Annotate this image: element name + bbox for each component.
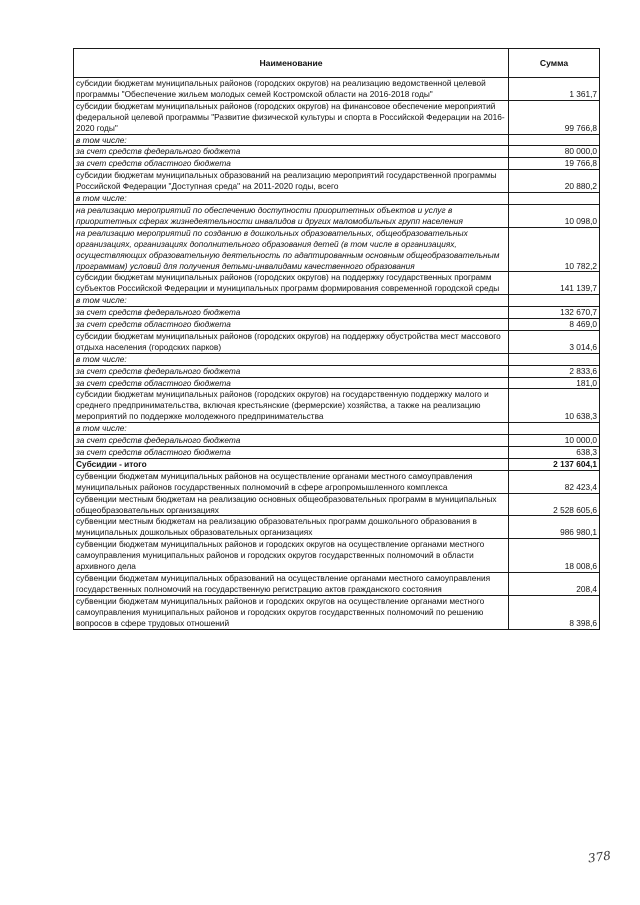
row-sum: 1 361,7 [509, 78, 600, 101]
row-name: в том числе: [74, 353, 509, 365]
row-name: за счет средств федерального бюджета [74, 146, 509, 158]
table-row [74, 319, 600, 331]
row-name: субвенции бюджетам муниципальных районов на осуществление органами местного самоуправления муниципальных районов государственных полномочий в сфере агропромышленного комплекса [74, 470, 509, 493]
row-name: субсидии бюджетам муниципальных районов (городских округов) на государственную поддержку малого и среднего предпринимательства, включая крестьянские (фермерские) хозяйства, а также на реализацию мероприятий по поддержке молодежного предпринимательства [74, 389, 509, 423]
row-name: за счет средств федерального бюджета [74, 365, 509, 377]
row-sum: 2 137 604,1 [509, 458, 600, 470]
table-row [74, 470, 600, 493]
header-name: Наименование [74, 49, 509, 78]
row-name: субсидии бюджетам муниципальных районов (городских округов) на поддержку государственных программ субъектов Российской Федерации и муниципальных программ формирования современной городской среды [74, 272, 509, 295]
row-sum: 82 423,4 [509, 470, 600, 493]
row-sum [509, 353, 600, 365]
row-name: за счет средств федерального бюджета [74, 435, 509, 447]
table-row [74, 204, 600, 227]
row-sum: 10 782,2 [509, 227, 600, 272]
table-row [74, 572, 600, 595]
row-sum: 19 766,8 [509, 158, 600, 170]
table-row [74, 365, 600, 377]
row-sum: 8 469,0 [509, 319, 600, 331]
row-sum: 99 766,8 [509, 100, 600, 134]
table-row [74, 100, 600, 134]
table-row [74, 423, 600, 435]
table-header [74, 49, 600, 78]
row-name: в том числе: [74, 193, 509, 205]
row-sum: 18 008,6 [509, 539, 600, 573]
table-row [74, 493, 600, 516]
budget-table [73, 48, 600, 630]
row-name: на реализацию мероприятий по обеспечению доступности приоритетных объектов и услуг в приоритетных сферах жизнедеятельности инвалидов и других маломобильных групп населения [74, 204, 509, 227]
row-sum: 20 880,2 [509, 170, 600, 193]
table-row [74, 158, 600, 170]
table-row [74, 78, 600, 101]
page-number: 378 [587, 848, 612, 866]
row-sum: 181,0 [509, 377, 600, 389]
row-sum: 208,4 [509, 572, 600, 595]
table-row [74, 447, 600, 459]
row-sum: 10 098,0 [509, 204, 600, 227]
row-sum [509, 193, 600, 205]
row-sum: 141 139,7 [509, 272, 600, 295]
table-row [74, 595, 600, 629]
table-row [74, 458, 600, 470]
row-name: субсидии бюджетам муниципальных районов (городских округов) на поддержку обустройства мест массового отдыха населения (городских парков) [74, 330, 509, 353]
header-sum: Сумма [509, 49, 600, 78]
row-name: в том числе: [74, 295, 509, 307]
table-row [74, 193, 600, 205]
table-row [74, 134, 600, 146]
row-sum: 986 980,1 [509, 516, 600, 539]
row-sum: 2 833,6 [509, 365, 600, 377]
table-row [74, 330, 600, 353]
row-name: за счет средств областного бюджета [74, 158, 509, 170]
row-name: субвенции местным бюджетам на реализацию основных общеобразовательных программ в муниципальных общеобразовательных организациях [74, 493, 509, 516]
row-name: за счет средств областного бюджета [74, 319, 509, 331]
table-row [74, 516, 600, 539]
row-name: в том числе: [74, 134, 509, 146]
row-name: субвенции местным бюджетам на реализацию образовательных программ дошкольного образования в муниципальных дошкольных образовательных организациях [74, 516, 509, 539]
row-name: субвенции бюджетам муниципальных образований на осуществление органами местного самоуправления государственных полномочий на государственную регистрацию актов гражданского состояния [74, 572, 509, 595]
table-row [74, 353, 600, 365]
row-name: субвенции бюджетам муниципальных районов и городских округов на осуществление органами местного самоуправления муниципальных районов и городских округов государственных полномочий в области архивного дела [74, 539, 509, 573]
row-sum [509, 423, 600, 435]
row-name: на реализацию мероприятий по созданию в дошкольных образовательных, общеобразовательных организациях, организациях дополнительного образования детей (в том числе в организациях, осуществляющих образовательную деятельность по адаптированным основным общеобразовательным программам) условий для получения детьми-инвалидами качественного образования [74, 227, 509, 272]
table-row [74, 295, 600, 307]
row-name: в том числе: [74, 423, 509, 435]
table-row [74, 307, 600, 319]
row-sum [509, 134, 600, 146]
row-sum: 80 000,0 [509, 146, 600, 158]
row-sum: 132 670,7 [509, 307, 600, 319]
table-row [74, 539, 600, 573]
row-sum: 2 528 605,6 [509, 493, 600, 516]
row-sum: 8 398,6 [509, 595, 600, 629]
header-row [74, 49, 600, 78]
row-name: субсидии бюджетам муниципальных районов (городских округов) на реализацию ведомственной целевой программы "Обеспечение жильем молодых семей Костромской области на 2016-2018 годы" [74, 78, 509, 101]
row-sum: 638,3 [509, 447, 600, 459]
row-sum [509, 295, 600, 307]
row-sum: 10 638,3 [509, 389, 600, 423]
row-sum: 3 014,6 [509, 330, 600, 353]
row-name: субсидии бюджетам муниципальных образований на реализацию мероприятий государственной программы Российской Федерации "Доступная среда" на 2011-2020 годы, всего [74, 170, 509, 193]
row-sum: 10 000,0 [509, 435, 600, 447]
table-row [74, 170, 600, 193]
table-row [74, 389, 600, 423]
table-row [74, 272, 600, 295]
table-row [74, 227, 600, 272]
row-name: за счет средств областного бюджета [74, 377, 509, 389]
table-row [74, 377, 600, 389]
row-name: субвенции бюджетам муниципальных районов и городских округов на осуществление органами местного самоуправления муниципальных районов и городских округов государственных полномочий по решению вопросов в сфере трудовых отношений [74, 595, 509, 629]
table-body [74, 78, 600, 630]
row-name: за счет средств федерального бюджета [74, 307, 509, 319]
table-row [74, 146, 600, 158]
row-name: Субсидии - итого [74, 458, 509, 470]
row-name: за счет средств областного бюджета [74, 447, 509, 459]
table-row [74, 435, 600, 447]
row-name: субсидии бюджетам муниципальных районов (городских округов) на финансовое обеспечение мероприятий федеральной целевой программы "Развитие физической культуры и спорта в Российской Федерации на 2016-2020 годы" [74, 100, 509, 134]
